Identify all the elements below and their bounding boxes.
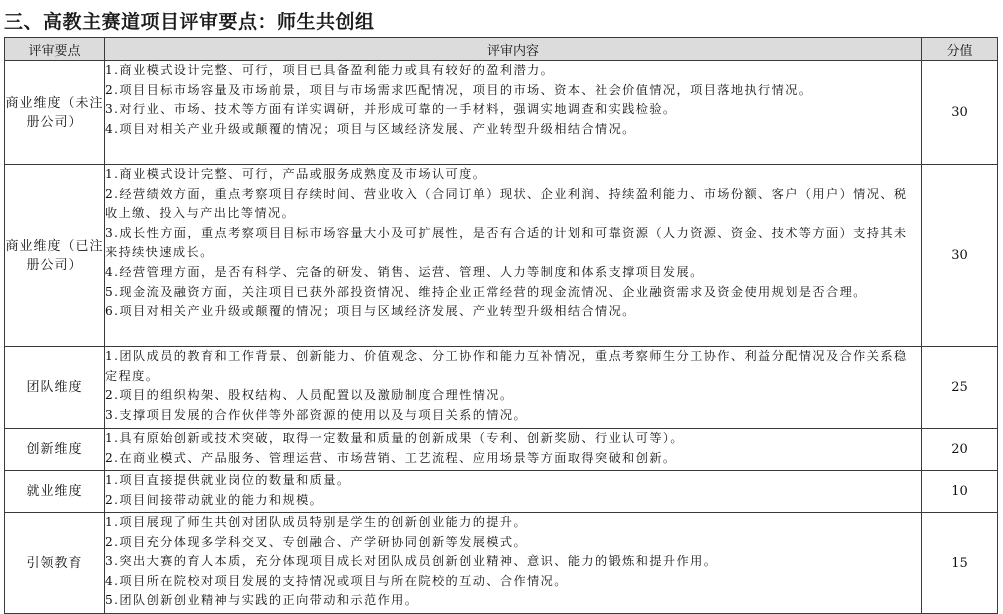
criteria-item: 4.项目对相关产业升级或颠覆的情况；项目与区域经济发展、产业转型升级相结合情况。 (105, 121, 636, 136)
row-score: 20 (922, 429, 998, 471)
row-aspect: 商业维度（已注册公司） (5, 165, 105, 347)
criteria-item: 5.团队创新创业精神与实践的正向带动和示范作用。 (105, 593, 419, 608)
criteria-item: 3.对行业、市场、技术等方面有详实调研，并形成可靠的一手材料，强调实地调查和实践检验。 (105, 102, 677, 117)
table-row (5, 429, 998, 471)
row-score: 15 (922, 513, 998, 614)
header-content: 评审内容 (105, 38, 922, 61)
table-row (5, 347, 998, 429)
criteria-item: 3.支撑项目发展的合作伙伴等外部资源的使用以及与项目关系的情况。 (105, 407, 528, 422)
criteria-item: 2.项目充分体现多学科交叉、专创融合、产学研协同创新等发展模式。 (105, 534, 528, 549)
row-score: 30 (922, 165, 998, 347)
criteria-item: 1.具有原始创新或技术突破，取得一定数量和质量的创新成果（专利、创新奖励、行业认可等）。 (105, 431, 685, 445)
row-content (105, 429, 922, 471)
row-content (105, 61, 922, 165)
header-aspect: 评审要点 (5, 38, 105, 61)
criteria-table (4, 37, 998, 614)
row-aspect: 就业维度 (5, 471, 105, 513)
criteria-item: 4.项目所在院校对项目发展的支持情况或项目与所在院校的互动、合作情况。 (105, 573, 568, 588)
table-row (5, 61, 998, 165)
row-aspect: 引领教育 (5, 513, 105, 614)
criteria-item: 1.商业模式设计完整、可行，产品或服务成熟度及市场认可度。 (105, 167, 487, 181)
criteria-item: 6.项目对相关产业升级或颠覆的情况；项目与区域经济发展、产业转型升级相结合情况。 (105, 304, 636, 319)
criteria-item: 2.项目间接带动就业的能力和规模。 (105, 492, 324, 507)
criteria-item: 3.突出大赛的育人本质，充分体现项目成长对团队成员创新创业精神、意识、能力的锻炼和提升作用。 (105, 554, 718, 569)
table-header-row (5, 38, 998, 61)
row-aspect: 商业维度（未注册公司） (5, 61, 105, 165)
row-content (105, 471, 922, 513)
criteria-item: 1.团队成员的教育和工作背景、创新能力、价值观念、分工协作和能力互补情况，重点考察师生分工协作、利益分配情况及合作关系稳定程度。 (105, 349, 908, 383)
criteria-item: 2.项目的组织构架、股权结构、人员配置以及激励制度合理性情况。 (105, 388, 514, 403)
row-score: 30 (922, 61, 998, 165)
table-row (5, 165, 998, 347)
criteria-item: 1.商业模式设计完整、可行，项目已具备盈利能力或具有较好的盈利潜力。 (105, 63, 555, 77)
criteria-item: 2.在商业模式、产品服务、管理运营、市场营销、工艺流程、应用场景等方面取得突破和创新。 (105, 450, 677, 465)
criteria-item: 2.项目目标市场容量及市场前景，项目与市场需求匹配情况，项目的市场、资本、社会价值情况，项目落地执行情况。 (105, 82, 813, 97)
criteria-item: 1.项目直接提供就业岗位的数量和质量。 (105, 473, 351, 487)
criteria-item: 3.成长性方面，重点考察项目目标市场容量大小及可扩展性，是否有合适的计划和可靠资源（人力资源、资金、技术等方面）支持其未来持续快速成长。 (105, 225, 908, 260)
criteria-item: 2.经营绩效方面，重点考察项目存续时间、营业收入（合同订单）现状、企业利润、持续盈利能力、市场份额、客户（用户）情况、税收上缴、投入与产出比等情况。 (105, 186, 908, 221)
document-title: 三、高教主赛道项目评审要点：师生共创组 (4, 11, 375, 33)
row-aspect: 团队维度 (5, 347, 105, 429)
table-row (5, 471, 998, 513)
row-aspect: 创新维度 (5, 429, 105, 471)
criteria-item: 5.现金流及融资方面，关注项目已获外部投资情况、维持企业正常经营的现金流情况、企业融资需求及资金使用规划是否合理。 (105, 284, 867, 299)
criteria-item: 4.经营管理方面，是否有科学、完备的研发、销售、运营、管理、人力等制度和体系支撑项目发展。 (105, 264, 704, 279)
table-row (5, 513, 998, 614)
row-content (105, 165, 922, 347)
header-score: 分值 (922, 38, 998, 61)
row-content (105, 513, 922, 614)
row-score: 25 (922, 347, 998, 429)
row-score: 10 (922, 471, 998, 513)
criteria-item: 1.项目展现了师生共创对团队成员特别是学生的创新创业能力的提升。 (105, 515, 528, 529)
row-content (105, 347, 922, 429)
